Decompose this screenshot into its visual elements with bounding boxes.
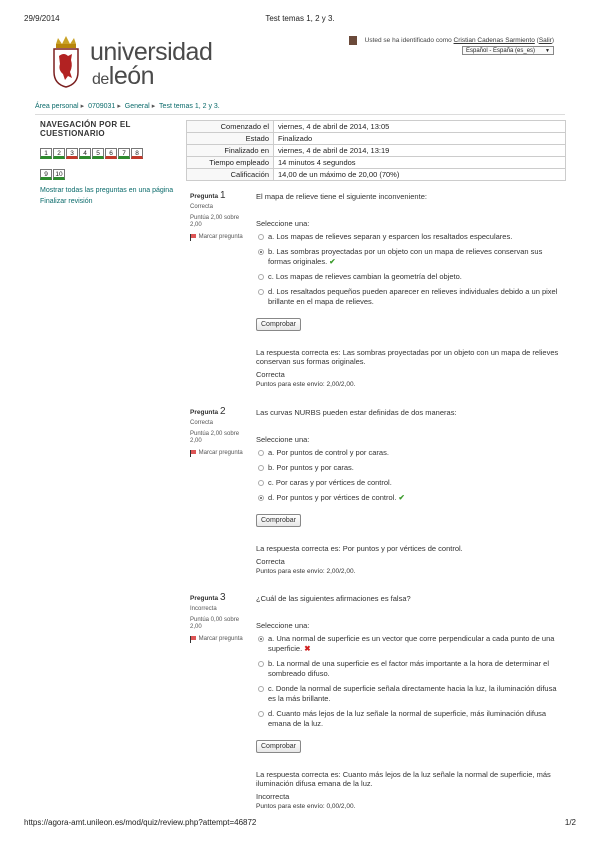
question-number: Pregunta 3 [190,592,226,603]
breadcrumb: Área personal ▸ 0709031 ▸ General ▸ Test temas 1, 2 y 3. [35,103,220,110]
logo-wordmark-line1: universidad [90,38,213,66]
question-score: Puntúa 2,00 sobre 2,00 [190,430,240,444]
radio-button[interactable] [258,661,264,667]
university-logo[interactable] [46,34,216,94]
attempt-summary-table [186,120,566,181]
select-one-label: Seleccione una: [256,621,310,630]
answer-option[interactable]: d. Por puntos y por vértices de control. ✔ [256,493,566,503]
check-button[interactable]: Comprobar [256,318,301,331]
question-info [190,190,250,241]
question-text: ¿Cuál de las siguientes afirmaciones es falsa? [256,594,411,603]
print-date: 29/9/2014 [24,14,60,23]
question-nav-button[interactable]: 1 [40,148,52,159]
flag-question[interactable]: Marcar pregunta [190,636,250,643]
answer-option[interactable]: d. Cuanto más lejos de la luz señale la normal de superficie, más iluminación difusa emana de la luz. [256,709,566,729]
check-button[interactable]: Comprobar [256,740,301,753]
flag-question[interactable]: Marcar pregunta [190,234,250,241]
answer-option[interactable]: c. Por caras y por vértices de control. [256,478,566,488]
table-row: Comenzado el viernes, 4 de abril de 2014, 13:05 [187,121,566,133]
page-number: 1/2 [564,818,576,827]
login-info-text: Usted se ha identificado como [364,37,452,45]
question-nav-button[interactable]: 8 [131,148,143,159]
divider [35,114,565,115]
logo-wordmark-line2: deleón [92,62,155,90]
question-nav-button[interactable]: 10 [53,169,65,180]
radio-button[interactable] [258,289,264,295]
print-url: https://agora-amt.unileon.es/mod/quiz/review.php?attempt=46872 [24,818,257,827]
user-info: Usted se ha identificado como Cristian Cadenas Sarmiento (Salir) [349,36,554,45]
answer-option[interactable]: a. Los mapas de relieves separan y esparcen los resaltados especulares. [256,232,566,242]
show-all-questions-link[interactable]: Mostrar todas las preguntas en una página [40,187,174,194]
answer-option[interactable]: c. Donde la normal de superficie señala directamente hacia la luz, la iluminación difusa es la más brillante. [256,684,566,704]
avatar[interactable] [349,36,357,45]
select-one-label: Seleccione una: [256,219,310,228]
question-score: Puntúa 0,00 sobre 2,00 [190,616,240,630]
caret-down-icon: ▼ [545,48,550,54]
answer-option[interactable]: a. Una normal de superficie es un vector que corre perpendicular a cada punto de una superficie. ✖ [256,634,566,654]
check-icon: ✔ [329,257,336,266]
question-state: Correcta [190,420,214,426]
question-number: Pregunta 1 [190,190,226,201]
check-button[interactable]: Comprobar [256,514,301,527]
breadcrumb-section[interactable]: General [124,103,150,110]
radio-button[interactable] [258,686,264,692]
radio-button[interactable] [258,636,264,642]
question-content [256,192,566,388]
language-selected-value: Español - España (es_es) [466,48,536,54]
radio-button[interactable] [258,465,264,471]
question-buttons [40,142,170,184]
question-info [190,406,250,457]
table-row: Calificación 14,00 de un máximo de 20,00 (70%) [187,169,566,181]
quiz-navigation-title: NAVEGACIÓN POR EL CUESTIONARIO [40,120,131,138]
radio-button[interactable] [258,480,264,486]
breadcrumb-home[interactable]: Área personal [35,103,79,110]
table-row: Estado Finalizado [187,133,566,145]
answer-option[interactable]: c. Los mapas de relieves cambian la geometría del objeto. [256,272,566,282]
question-nav-button[interactable]: 4 [79,148,91,159]
radio-button[interactable] [258,274,264,280]
user-profile-link[interactable]: Cristian Cadenas Sarmiento [453,37,535,45]
finish-review-link[interactable]: Finalizar revisión [40,198,93,205]
question-nav-button[interactable]: 9 [40,169,52,180]
flag-icon [190,234,197,241]
question-text: El mapa de relieve tiene el siguiente inconveniente: [256,192,427,201]
question-content [256,408,566,575]
radio-button[interactable] [258,249,264,255]
table-row: Finalizado en viernes, 4 de abril de 2014, 13:19 [187,145,566,157]
table-row: Tiempo empleado 14 minutos 4 segundos [187,157,566,169]
select-one-label: Seleccione una: [256,435,310,444]
breadcrumb-course[interactable]: 0709031 [88,103,116,110]
flag-icon [190,636,197,643]
question-nav-button[interactable]: 7 [118,148,130,159]
answer-option[interactable]: b. Las sombras proyectadas por un objeto con un mapa de relieves conservan sus formas originales. ✔ [256,247,566,267]
question-nav-button[interactable]: 3 [66,148,78,159]
radio-button[interactable] [258,450,264,456]
right-answer: La respuesta correcta es: Por puntos y por vértices de control. [256,544,463,553]
right-answer: La respuesta correcta es: Las sombras proyectadas por un objeto con un mapa de relieves conservan sus formas originales. [256,348,559,366]
question-info [190,592,250,643]
quiz-navigation [40,120,175,206]
radio-button[interactable] [258,495,264,501]
logout-link[interactable]: Salir [538,37,552,45]
question-state: Correcta [190,204,214,210]
question-nav-button[interactable]: 2 [53,148,65,159]
answer-result: Incorrecta [256,792,290,801]
question-state: Incorrecta [190,606,217,612]
flag-icon [190,450,197,457]
check-icon: ✔ [398,493,405,502]
language-select[interactable] [462,46,554,55]
question-text: Las curvas NURBS pueden estar definidas de dos maneras: [256,408,457,417]
radio-button[interactable] [258,711,264,717]
print-header [24,14,576,26]
question-score: Puntúa 2,00 sobre 2,00 [190,214,240,228]
answer-option[interactable]: a. Por puntos de control y por caras. [256,448,566,458]
marks-for-submission: Puntos para este envío: 0,00/2,00. [256,803,356,810]
print-title: Test temas 1, 2 y 3. [265,14,335,23]
breadcrumb-quiz[interactable]: Test temas 1, 2 y 3. [159,103,220,110]
right-answer: La respuesta correcta es: Cuanto más lejos de la luz señale la normal de superficie, más iluminación difusa emana de la luz. [256,770,551,788]
marks-for-submission: Puntos para este envío: 2,00/2,00. [256,381,356,388]
flag-question[interactable]: Marcar pregunta [190,450,250,457]
cross-icon: ✖ [304,644,311,653]
answer-option[interactable]: d. Los resaltados pequeños pueden aparecer en relieves individuales debido a un pixel brillante en el mapa de relieves. [256,287,566,307]
answer-option[interactable]: b. La normal de una superficie es el factor más importante a la hora de determinar el sombreado difuso. [256,659,566,679]
question-content [256,594,566,810]
print-footer [24,818,576,830]
radio-button[interactable] [258,234,264,240]
answer-result: Correcta [256,557,285,566]
marks-for-submission: Puntos para este envío: 2,00/2,00. [256,568,356,575]
shield-icon [50,34,82,88]
answer-option[interactable]: b. Por puntos y por caras. [256,463,566,473]
question-number: Pregunta 2 [190,406,226,417]
answer-result: Correcta [256,370,285,379]
question-nav-button[interactable]: 6 [105,148,117,159]
question-nav-button[interactable]: 5 [92,148,104,159]
